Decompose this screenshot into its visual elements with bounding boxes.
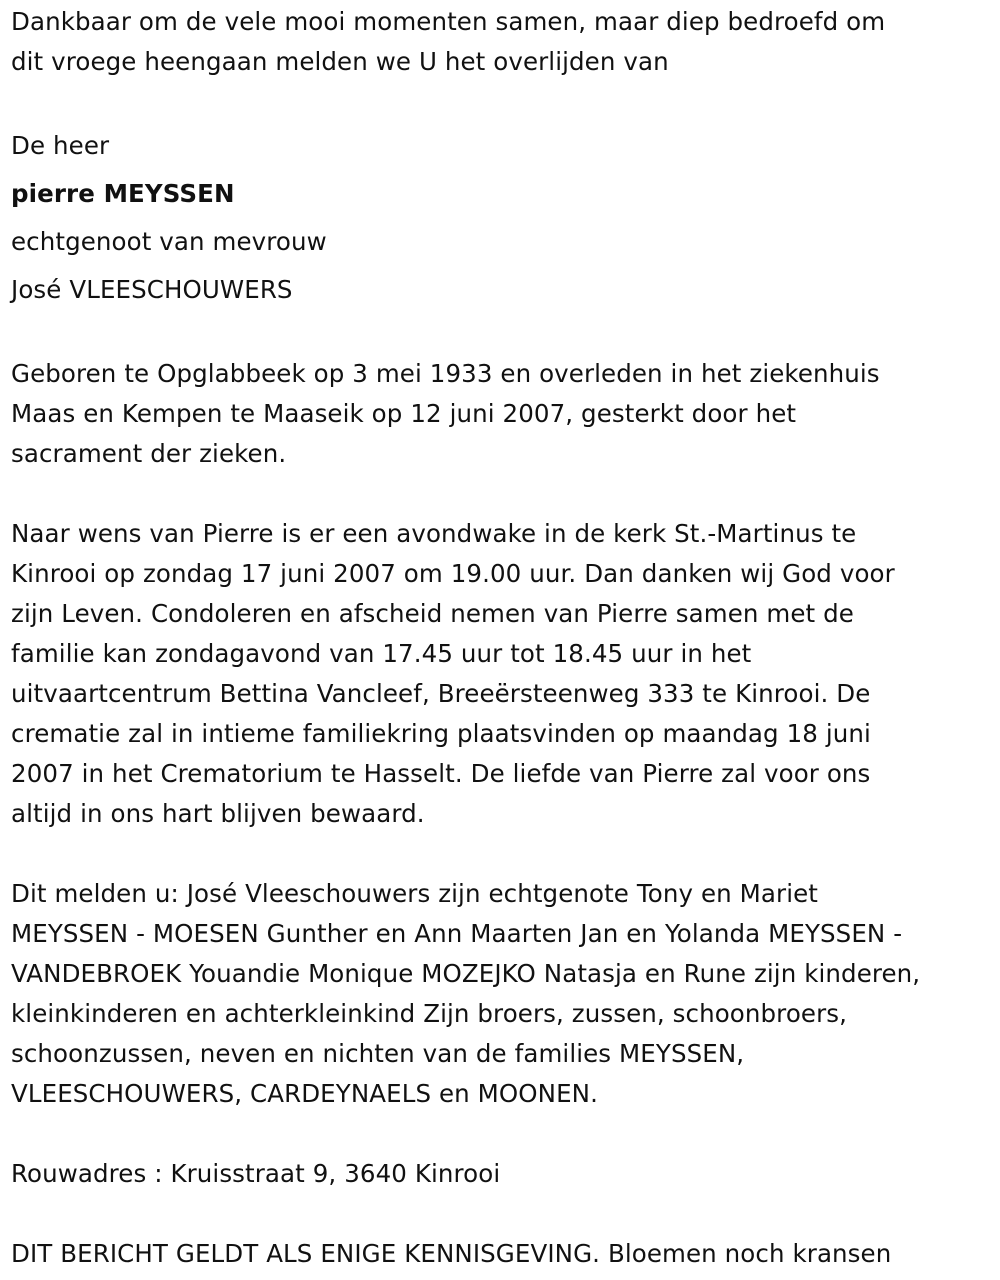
wake-line: 2007 in het Crematorium te Hasselt. De liefde van Pierre zal voor ons	[11, 759, 871, 788]
spouse-name: José VLEESCHOUWERS	[11, 275, 293, 304]
intro-paragraph	[11, 2, 996, 82]
obituary-notice	[11, 2, 996, 1274]
family-line: Dit melden u: José Vleeschouwers zijn echtgenote Tony en Mariet	[11, 879, 818, 908]
spouse-label: echtgenoot van mevrouw	[11, 227, 327, 256]
family-line: kleinkinderen en achterkleinkind Zijn broers, zussen, schoonbroers,	[11, 999, 848, 1028]
wake-line: uitvaartcentrum Bettina Vancleef, Breeërsteenweg 333 te Kinrooi. De	[11, 679, 871, 708]
wake-paragraph	[11, 514, 996, 834]
intro-line: Dankbaar om de vele mooi momenten samen, maar diep bedroefd om	[11, 7, 886, 36]
wake-line: Naar wens van Pierre is er een avondwake in de kerk St.-Martinus te	[11, 519, 857, 548]
family-paragraph	[11, 874, 996, 1114]
birth-death-paragraph	[11, 354, 996, 474]
birth-death-line: sacrament der zieken.	[11, 439, 287, 468]
closing-text: DIT BERICHT GELDT ALS ENIGE KENNISGEVING. Bloemen noch kransen	[11, 1239, 892, 1268]
mourning-address: Rouwadres : Kruisstraat 9, 3640 Kinrooi	[11, 1159, 501, 1188]
birth-death-line: Maas en Kempen te Maaseik op 12 juni 2007, gesterkt door het	[11, 399, 797, 428]
birth-death-line: Geboren te Opglabbeek op 3 mei 1933 en overleden in het ziekenhuis	[11, 359, 880, 388]
intro-line: dit vroege heengaan melden we U het overlijden van	[11, 47, 669, 76]
wake-line: zijn Leven. Condoleren en afscheid nemen van Pierre samen met de	[11, 599, 854, 628]
deceased-name: pierre MEYSSEN	[11, 179, 235, 208]
salutation: De heer	[11, 131, 110, 160]
family-line: schoonzussen, neven en nichten van de families MEYSSEN,	[11, 1039, 745, 1068]
family-line: MEYSSEN - MOESEN Gunther en Ann Maarten Jan en Yolanda MEYSSEN -	[11, 919, 903, 948]
wake-line: Kinrooi op zondag 17 juni 2007 om 19.00 uur. Dan danken wij God voor	[11, 559, 895, 588]
family-line: VLEESCHOUWERS, CARDEYNAELS en MOONEN.	[11, 1079, 598, 1108]
wake-line: altijd in ons hart blijven bewaard.	[11, 799, 425, 828]
wake-line: crematie zal in intieme familiekring plaatsvinden op maandag 18 juni	[11, 719, 871, 748]
family-line: VANDEBROEK Youandie Monique MOZEJKO Natasja en Rune zijn kinderen,	[11, 959, 921, 988]
wake-line: familie kan zondagavond van 17.45 uur tot 18.45 uur in het	[11, 639, 752, 668]
